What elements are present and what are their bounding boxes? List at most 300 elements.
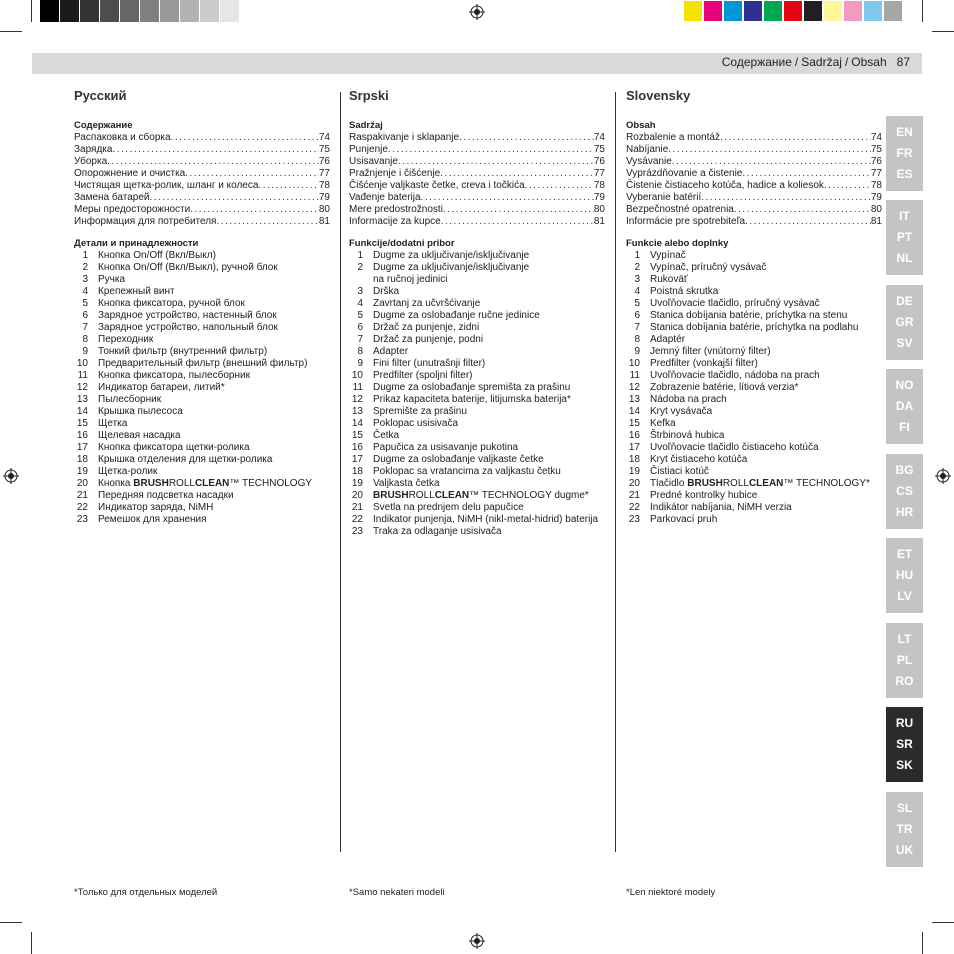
- part-item: [74, 430, 330, 442]
- language-tab-group[interactable]: [886, 369, 923, 444]
- crop-mark: [31, 932, 32, 954]
- part-label: [373, 298, 480, 310]
- part-label: [650, 334, 685, 346]
- part-text: Uvoľňovacie tlačidlo, príručný vysávač: [650, 298, 820, 309]
- toc-label: Зарядка: [74, 144, 113, 155]
- language-code[interactable]: UK: [895, 843, 914, 857]
- part-item: [74, 382, 330, 394]
- color-swatch: [180, 0, 200, 22]
- brand-word: BRUSH: [373, 490, 409, 501]
- part-text: Крышка отделения для щетки-ролика: [98, 454, 273, 465]
- part-item: [74, 358, 330, 370]
- part-number: 2: [82, 262, 88, 273]
- toc-entry: [349, 132, 605, 144]
- part-text: ™ TECHNOLOGY: [229, 478, 313, 489]
- color-swatch: [120, 0, 140, 22]
- toc-page: 74: [318, 132, 330, 143]
- part-item: [349, 478, 605, 490]
- toc-label: Usisavanje: [349, 156, 398, 167]
- part-label: [373, 250, 529, 262]
- part-item: [349, 322, 605, 334]
- parts-heading: Funkcie alebo doplnky: [626, 238, 729, 249]
- part-text: Zobrazenie batérie, lítiová verzia*: [650, 382, 799, 393]
- part-text: Čistiaci kotúč: [650, 466, 709, 477]
- language-code[interactable]: PT: [896, 230, 913, 244]
- language-tab-group[interactable]: [886, 285, 923, 360]
- toc-label: Rozbalenie a montáž: [626, 132, 720, 143]
- part-item: [626, 478, 882, 490]
- part-item: [74, 274, 330, 286]
- part-item: [349, 430, 605, 442]
- language-tab-group[interactable]: [886, 707, 923, 782]
- part-text: Kryt vysávača: [650, 406, 713, 417]
- part-text: Dugme za oslobađanje ručne jedinice: [373, 310, 540, 321]
- toc-entry: [349, 156, 605, 168]
- part-item: [349, 370, 605, 382]
- toc-dot-leader: [149, 192, 318, 204]
- part-label: [650, 466, 709, 478]
- part-item: [74, 454, 330, 466]
- part-text: Spremište za prašinu: [373, 406, 467, 417]
- part-item: [349, 442, 605, 454]
- part-text: Предварительный фильтр (внешний фильтр): [98, 358, 308, 369]
- brand-word: CLEAN: [434, 490, 470, 501]
- part-text: Štrbinová hubica: [650, 430, 725, 441]
- toc-label: Pražnjenje i čišćenje: [349, 168, 441, 179]
- toc-dot-leader: [742, 168, 871, 180]
- part-label: [98, 430, 181, 442]
- toc-entry: [626, 132, 882, 144]
- part-item: [74, 286, 330, 298]
- language-code[interactable]: DA: [895, 399, 914, 413]
- language-code[interactable]: FR: [896, 146, 913, 160]
- part-number: 9: [634, 346, 640, 357]
- part-text: Zavrtanj za učvršćivanje: [373, 298, 481, 309]
- part-number: 14: [351, 418, 363, 429]
- part-item: [626, 466, 882, 478]
- language-code[interactable]: ET: [896, 547, 913, 561]
- breadcrumb: [722, 54, 910, 70]
- part-label: [373, 346, 408, 358]
- part-number: 16: [628, 430, 640, 441]
- registration-mark-icon: [3, 468, 19, 484]
- toc-entry: [626, 204, 882, 216]
- crop-mark: [0, 31, 22, 32]
- part-number: 2: [357, 262, 363, 273]
- toc-entry: [626, 216, 882, 228]
- part-text: ™ TECHNOLOGY dugme*: [469, 490, 589, 501]
- part-text: Пылесборник: [98, 394, 162, 405]
- part-text: Papučica za usisavanje pukotina: [373, 442, 519, 453]
- language-code[interactable]: PL: [896, 653, 913, 667]
- toc-dot-leader: [185, 168, 319, 180]
- part-item: [626, 262, 882, 274]
- language-code[interactable]: ES: [896, 167, 913, 181]
- part-text: Ручка: [98, 274, 126, 285]
- part-item: [626, 322, 882, 334]
- language-code[interactable]: LV: [897, 589, 912, 603]
- column-divider: [615, 92, 616, 852]
- toc-page: 79: [318, 192, 330, 203]
- toc-page: 76: [318, 156, 330, 167]
- toc-dot-leader: [734, 204, 871, 216]
- part-text: Ремешок для хранения: [98, 514, 207, 525]
- language-code[interactable]: RU: [895, 716, 914, 730]
- language-tab-group[interactable]: [886, 623, 923, 698]
- part-label: [98, 418, 127, 430]
- part-label: [98, 298, 245, 310]
- part-item: [349, 502, 605, 514]
- language-tab-group[interactable]: [886, 454, 923, 529]
- toc-heading: Sadržaj: [349, 120, 383, 131]
- part-item: [74, 262, 330, 274]
- part-text: Dugme za oslobađanje valjkaste četke: [373, 454, 544, 465]
- registration-mark-icon: [469, 4, 485, 20]
- part-number: 21: [628, 490, 640, 501]
- part-item: [74, 394, 330, 406]
- part-label: [650, 490, 757, 502]
- part-number: 14: [628, 406, 640, 417]
- toc-entry: [74, 216, 330, 228]
- language-code[interactable]: HU: [895, 568, 914, 582]
- part-label: [650, 346, 771, 358]
- language-tab-group[interactable]: [886, 538, 923, 613]
- part-item: [626, 286, 882, 298]
- part-text: Svetla na prednjem delu papučice: [373, 502, 524, 513]
- part-number: 4: [634, 286, 640, 297]
- toc-dot-leader: [398, 156, 594, 168]
- part-item: [349, 286, 605, 298]
- toc-dot-leader: [107, 156, 319, 168]
- part-number: 13: [351, 406, 363, 417]
- part-number: 22: [351, 514, 363, 525]
- part-number: 18: [628, 454, 640, 465]
- toc-page: 79: [870, 192, 882, 203]
- part-label: [373, 358, 485, 370]
- part-item: [349, 262, 605, 274]
- brand-word: CLEAN: [748, 478, 784, 489]
- language-code[interactable]: NO: [895, 378, 914, 392]
- part-item: [74, 250, 330, 262]
- toc-entry: [349, 180, 605, 192]
- part-item: [74, 466, 330, 478]
- parts-list: [349, 238, 605, 538]
- part-text: Parkovací pruh: [650, 514, 718, 525]
- crop-mark: [922, 932, 923, 954]
- part-item: [626, 490, 882, 502]
- part-item: [626, 514, 882, 526]
- part-label: [98, 262, 278, 274]
- parts-heading: Funkcije/dodatni pribor: [349, 238, 455, 249]
- part-number: 3: [634, 274, 640, 285]
- toc-label: Уборка: [74, 156, 108, 167]
- part-number: 17: [351, 454, 363, 465]
- part-item: [626, 310, 882, 322]
- toc-entry: [626, 168, 882, 180]
- part-label: [373, 526, 502, 538]
- toc-dot-leader: [421, 192, 594, 204]
- part-text: Fini filter (unutrašnji filter): [373, 358, 486, 369]
- toc-dot-leader: [525, 180, 594, 192]
- toc-dot-leader: [441, 216, 594, 228]
- part-number: 1: [82, 250, 88, 261]
- part-label: [650, 322, 858, 334]
- language-code[interactable]: EN: [896, 125, 913, 139]
- part-label: [373, 502, 524, 514]
- part-label: [98, 490, 234, 502]
- part-number: 22: [628, 502, 640, 513]
- toc-page: 74: [593, 132, 605, 143]
- part-label: [650, 286, 718, 298]
- toc-page: 81: [318, 216, 330, 227]
- toc-entry: [349, 144, 605, 156]
- part-item: [349, 334, 605, 346]
- part-item: [349, 418, 605, 430]
- part-label: [650, 454, 747, 466]
- language-code[interactable]: SL: [896, 801, 913, 815]
- part-number: 6: [357, 322, 363, 333]
- toc-label: Чистящая щетка-ролик, шланг и колеса: [74, 180, 259, 191]
- part-label: [98, 394, 161, 406]
- color-swatch: [80, 0, 100, 22]
- toc-label: Vyprázdňovanie a čistenie: [626, 168, 743, 179]
- part-number: 21: [351, 502, 363, 513]
- language-code[interactable]: DE: [896, 294, 913, 308]
- part-number: 8: [357, 346, 363, 357]
- part-number: 7: [634, 322, 640, 333]
- part-item: [74, 514, 330, 526]
- language-code[interactable]: FI: [899, 420, 910, 434]
- breadcrumb-separator: /: [844, 55, 849, 69]
- part-number: 18: [76, 454, 88, 465]
- part-item: [626, 346, 882, 358]
- language-code[interactable]: RO: [895, 674, 914, 688]
- part-label: [650, 406, 712, 418]
- part-label: [373, 442, 518, 454]
- toc-entry: [626, 144, 882, 156]
- registration-mark-icon: [469, 933, 485, 949]
- toc-label: Raspakivanje i sklapanje: [349, 132, 460, 143]
- color-swatch: [220, 0, 240, 22]
- crop-mark: [31, 0, 32, 22]
- part-text: Кнопка фиксатора, пылесборник: [98, 370, 250, 381]
- toc-page: 77: [318, 168, 330, 179]
- part-item: [349, 514, 605, 526]
- part-number: 8: [82, 334, 88, 345]
- color-swatch: [723, 0, 743, 22]
- toc-label: Vađenje baterija: [349, 192, 421, 203]
- part-text: Poistná skrutka: [650, 286, 719, 297]
- part-text: Adaptér: [650, 334, 686, 345]
- part-number: 17: [76, 442, 88, 453]
- toc-page: 76: [593, 156, 605, 167]
- part-number: 3: [82, 274, 88, 285]
- toc-label: Меры предосторожности: [74, 204, 191, 215]
- part-label: [373, 310, 540, 322]
- language-code[interactable]: GR: [895, 315, 914, 329]
- toc-page: 77: [593, 168, 605, 179]
- part-label: [98, 250, 216, 262]
- part-number: 19: [351, 478, 363, 489]
- color-swatch: [160, 0, 180, 22]
- part-text: Jemný filter (vnútorný filter): [650, 346, 771, 357]
- part-text: Кнопка On/Off (Вкл/Выкл): [98, 250, 216, 261]
- part-label: [650, 382, 798, 394]
- part-text: Kryt čistiaceho kotúča: [650, 454, 748, 465]
- color-swatch: [200, 0, 220, 22]
- toc-label: Čišćenje valjkaste četke, creva i točkića: [349, 180, 525, 191]
- part-number: 9: [357, 358, 363, 369]
- part-label: [98, 310, 277, 322]
- part-item: [349, 454, 605, 466]
- part-number: 12: [351, 394, 363, 405]
- part-item: [74, 502, 330, 514]
- column-serbian: [349, 88, 605, 538]
- part-label: [373, 394, 571, 406]
- footnote: *Len niektoré modely: [626, 887, 716, 898]
- part-number: 10: [628, 358, 640, 369]
- crop-mark: [932, 31, 954, 32]
- registration-mark-icon: [935, 468, 951, 484]
- part-text: Зарядное устройство, настенный блок: [98, 310, 277, 321]
- footnote: *Только для отдельных моделей: [74, 887, 218, 898]
- part-text: Predné kontrolky hubice: [650, 490, 758, 501]
- toc-label: Mere predostrožnosti: [349, 204, 443, 215]
- toc-page: 74: [870, 132, 882, 143]
- part-number: 3: [357, 286, 363, 297]
- language-code[interactable]: SV: [896, 336, 913, 350]
- toc-entry: [349, 168, 605, 180]
- language-code[interactable]: SR: [896, 737, 913, 751]
- part-label: [98, 274, 125, 286]
- part-item: [626, 358, 882, 370]
- toc-page: 76: [870, 156, 882, 167]
- language-tab-group[interactable]: [886, 200, 923, 275]
- part-text: Крышка пылесоса: [98, 406, 183, 417]
- toc-dot-leader: [112, 144, 318, 156]
- part-text: Stanica dobíjania batérie, príchytka na podlahu: [650, 322, 859, 333]
- part-item: [626, 502, 882, 514]
- toc-entry: [74, 132, 330, 144]
- part-number: 13: [628, 394, 640, 405]
- part-text: Četka: [373, 430, 400, 441]
- toc-page: 75: [593, 144, 605, 155]
- crop-mark: [932, 922, 954, 923]
- page-number: 87: [896, 55, 910, 69]
- part-number: 20: [351, 490, 363, 501]
- part-number: 1: [357, 250, 363, 261]
- toc-label: Vysávanie: [626, 156, 672, 167]
- part-number: 15: [628, 418, 640, 429]
- language-code[interactable]: IT: [899, 209, 910, 223]
- language-code[interactable]: TR: [896, 822, 913, 836]
- part-label: [373, 478, 440, 490]
- part-number: 10: [76, 358, 88, 369]
- part-item: [74, 478, 330, 490]
- part-text: Predfilter (vonkajší filter): [650, 358, 758, 369]
- language-code[interactable]: SK: [896, 758, 913, 772]
- language-code[interactable]: NL: [896, 251, 913, 265]
- toc-label: Замена батарей: [74, 192, 150, 203]
- part-label: [98, 370, 250, 382]
- part-text: Kefka: [650, 418, 676, 429]
- toc-entry: [349, 192, 605, 204]
- color-swatch: [803, 0, 823, 22]
- toc-dot-leader: [440, 168, 594, 180]
- color-swatch: [843, 0, 863, 22]
- part-number: 7: [82, 322, 88, 333]
- brand-word: ROLL: [168, 478, 195, 489]
- part-item: [626, 418, 882, 430]
- color-swatch: [743, 0, 763, 22]
- toc-entry: [74, 156, 330, 168]
- language-tab-group[interactable]: [886, 116, 923, 191]
- language-code[interactable]: HR: [895, 505, 914, 519]
- part-text: Зарядное устройство, напольный блок: [98, 322, 278, 333]
- part-label: [373, 370, 472, 382]
- part-label: [650, 250, 686, 262]
- section-title: Slovensky: [626, 88, 691, 103]
- part-number: 21: [76, 490, 88, 501]
- part-item: [349, 310, 605, 322]
- crop-mark: [0, 922, 22, 923]
- section-title: Srpski: [349, 88, 389, 103]
- part-text: Индикатор батареи, литий*: [98, 382, 225, 393]
- toc-entry: [74, 204, 330, 216]
- part-item: [626, 334, 882, 346]
- part-text: Передняя подсветка насадки: [98, 490, 234, 501]
- color-swatch: [703, 0, 723, 22]
- part-text: Predfilter (spoljni filter): [373, 370, 473, 381]
- part-label: [373, 466, 561, 478]
- part-text: Uvoľňovacie tlačidlo čistiaceho kotúča: [650, 442, 819, 453]
- column-russian: [74, 88, 330, 526]
- language-code[interactable]: BG: [895, 463, 914, 477]
- column-slovak: [626, 88, 882, 526]
- part-number: 1: [634, 250, 640, 261]
- language-tab-group[interactable]: [886, 792, 923, 867]
- part-label: [98, 502, 213, 514]
- toc-dot-leader: [443, 204, 594, 216]
- toc-label: Punjenje: [349, 144, 388, 155]
- part-item: [626, 442, 882, 454]
- toc-page: 80: [870, 204, 882, 215]
- part-number: 20: [628, 478, 640, 489]
- column-divider: [340, 92, 341, 852]
- part-number: 12: [76, 382, 88, 393]
- part-item: [349, 406, 605, 418]
- part-number: 19: [76, 466, 88, 477]
- part-text: Кнопка On/Off (Вкл/Выкл), ручной блок: [98, 262, 278, 273]
- part-item: [74, 406, 330, 418]
- parts-list: [626, 238, 882, 526]
- part-number: 5: [634, 298, 640, 309]
- color-bar-right: [683, 0, 903, 22]
- toc-label: Informacije za kupce: [349, 216, 441, 227]
- part-number: 10: [351, 370, 363, 381]
- part-label: [373, 406, 467, 418]
- part-item: [626, 250, 882, 262]
- part-text: Indikátor nabíjania, NiMH verzia: [650, 502, 792, 513]
- language-code[interactable]: LT: [897, 632, 912, 646]
- part-label: [98, 406, 183, 418]
- part-item: [74, 442, 330, 454]
- language-code[interactable]: CS: [896, 484, 913, 498]
- part-item: [626, 274, 882, 286]
- brand-word: ROLL: [722, 478, 749, 489]
- part-label: [650, 478, 870, 490]
- part-label: [98, 358, 307, 370]
